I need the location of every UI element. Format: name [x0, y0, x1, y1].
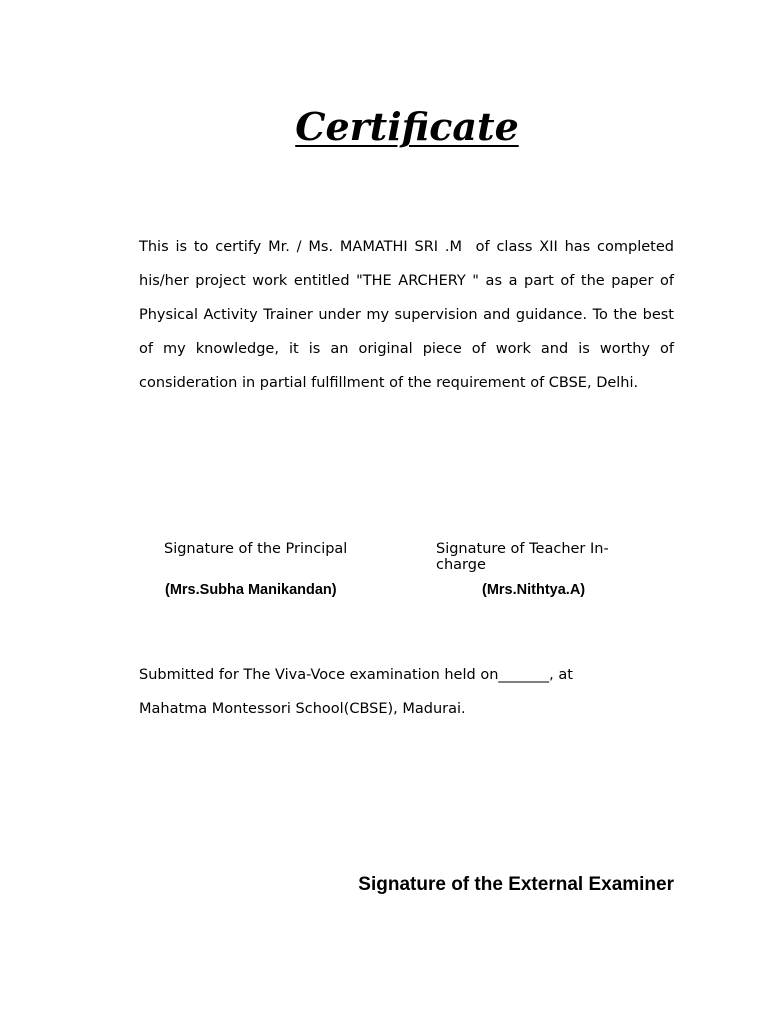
submission-line-1: Submitted for The Viva-Voce examination held on_______, at — [139, 667, 573, 683]
certificate-title: Certificate — [295, 104, 519, 149]
submission-line-2: Mahatma Montessori School(CBSE), Madurai. — [139, 701, 466, 717]
principal-signature-label: Signature of the Principal — [164, 541, 348, 557]
teacher-signature-label: Signature of Teacher In-charge — [436, 541, 609, 573]
teacher-name: (Mrs.Nithtya.A) — [482, 582, 586, 598]
submission-statement — [139, 658, 679, 726]
external-examiner-signature-label: Signature of the External Examiner — [358, 874, 674, 895]
certificate-body: This is to certify Mr. / Ms. MAMATHI SRI .M of class XII has completed his/her project work entitled "THE ARCHERY " as a part of the paper of Physical Activity Trainer under my supervision and guidance. To the best of my knowledge, it is an original piece of work and is worthy of consideration in partial fulfillment of the requirement of CBSE, Delhi. — [139, 239, 679, 391]
principal-name: (Mrs.Subha Manikandan) — [165, 582, 337, 598]
